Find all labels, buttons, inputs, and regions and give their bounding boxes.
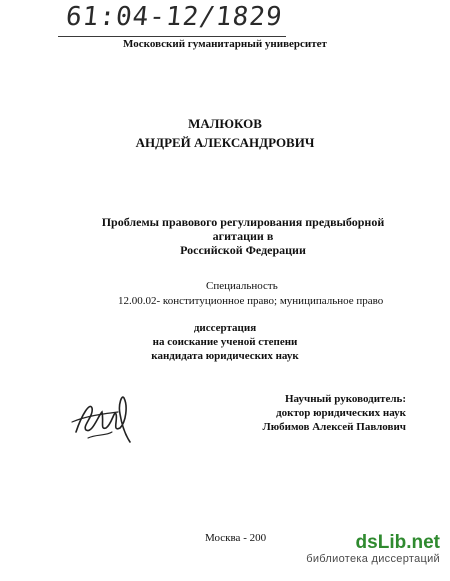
catalog-number: 61:04-12/1829 <box>64 2 285 32</box>
signature-image <box>68 386 140 444</box>
advisor-label: Научный руководитель: <box>285 393 406 405</box>
watermark-logo: dsLib.net <box>355 532 440 553</box>
dissertation-title-line-2: Российской Федерации <box>180 243 306 257</box>
advisor-name: Любимов Алексей Павлович <box>262 421 406 433</box>
advisor-degree: доктор юридических наук <box>276 407 406 419</box>
dissertation-degree-purpose: на соискание ученой степени <box>152 336 298 348</box>
dissertation-title <box>78 215 408 257</box>
dissertation-degree: кандидата юридических наук <box>151 350 299 362</box>
specialty-value: 12.00.02- конституционное право; муниципальное право <box>118 295 384 307</box>
author-last-name: МАЛЮКОВ <box>188 116 262 131</box>
university-name: Московский гуманитарный университет <box>123 38 327 50</box>
specialty-label: Специальность <box>206 280 278 292</box>
city-year: Москва - 200 <box>205 532 267 544</box>
watermark-subtitle: библиотека диссертаций <box>306 553 440 565</box>
dissertation-title-line-1: Проблемы правового регулирования предвыборной агитации в <box>101 215 385 243</box>
dissertation-type: диссертация <box>193 322 257 334</box>
author-first-names: АНДРЕЙ АЛЕКСАНДРОВИЧ <box>135 135 315 150</box>
watermark <box>306 533 440 565</box>
catalog-number-underline <box>58 36 286 37</box>
